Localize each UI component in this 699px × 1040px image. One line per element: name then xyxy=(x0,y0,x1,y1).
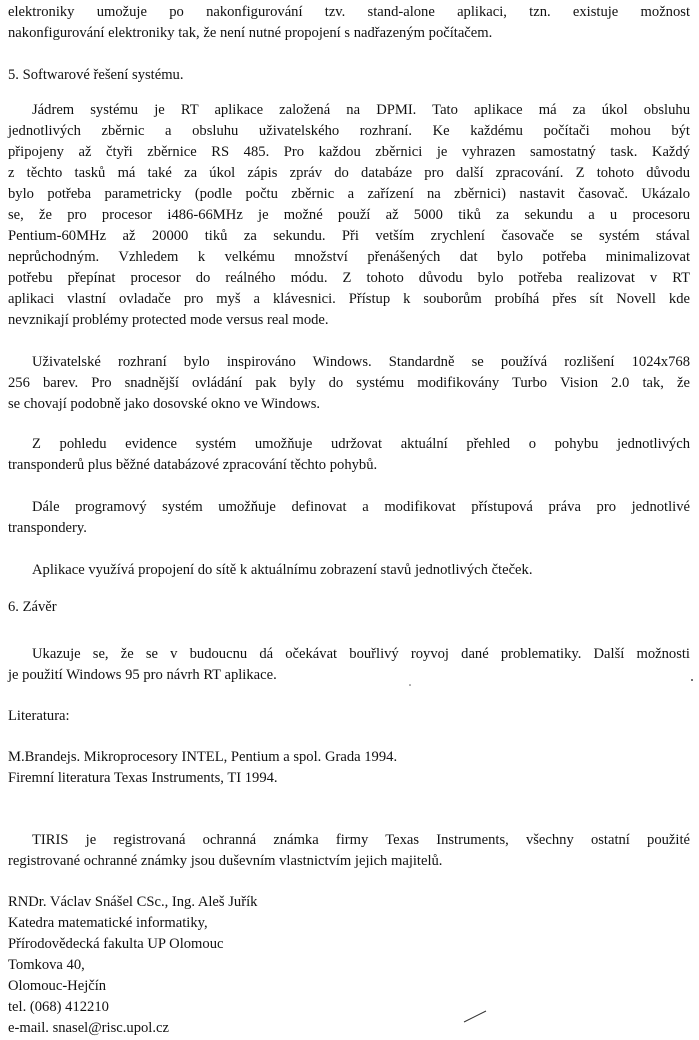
text-line: registrované ochranné známky jsou duševním vlastnictvím jejich majitelů. xyxy=(8,853,443,869)
text-line: Aplikace využívá propojení do sítě k aktuálnímu zobrazení stavů jednotlivých čteček. xyxy=(32,562,533,578)
section-5-paragraph-2 xyxy=(8,352,690,415)
literature-item: M.Brandejs. Mikroprocesory INTEL, Pentium a spol. Grada 1994. xyxy=(8,749,398,765)
literature-list xyxy=(8,747,690,789)
heading-text: 5. Softwarové řešení systému. xyxy=(8,67,184,83)
text-line: TIRIS je registrovaná ochranná známka firmy Texas Instruments, všechny ostatní použité xyxy=(32,832,690,848)
text-line: transponderů plus běžné databázové zpracování těchto pohybů. xyxy=(8,457,378,473)
trademark-note xyxy=(8,830,690,872)
author-address xyxy=(8,892,690,1039)
text-line: potřebu přepínat procesor do reálného módu. Z tohoto důvodu bylo potřeba realizovat v RT xyxy=(8,270,690,286)
text-line: Jádrem systému je RT aplikace založená na DPMI. Tato aplikace má za úkol obsluhu xyxy=(32,102,690,118)
text-line: jednotlivých zběrnic a obsluhu uživatelského rozhraní. Ke každému počítači mohou být xyxy=(8,123,690,139)
text-line: se, že pro procesor i486-66MHz je možné použí až 5000 tiků za sekundu a u procesoru xyxy=(8,207,690,223)
section-6-paragraph xyxy=(8,644,690,686)
literature-heading xyxy=(8,706,690,727)
text-line: nakonfigurování elektroniky tak, že není nutné propojení s nadřazeným počítačem. xyxy=(8,25,493,41)
address-line: Katedra matematické informatiky, xyxy=(8,915,208,931)
scan-speck xyxy=(690,678,694,682)
text-line: je použití Windows 95 pro návrh RT aplikace. xyxy=(8,667,277,683)
address-line: Olomouc-Hejčín xyxy=(8,978,107,994)
intro-paragraph xyxy=(8,2,690,44)
text-line: Uživatelské rozhraní bylo inspirováno Windows. Standardně se používá rozlišení 1024x768 xyxy=(32,354,690,370)
text-line: Ukazuje se, že se v budoucnu dá očekávat bouřlivý royvoj dané problematiky. Další možnosti xyxy=(32,646,690,662)
section-5-paragraph-1 xyxy=(8,100,690,331)
text-line: aplikaci vlastní ovladače pro myš a klávesnici. Přístup k souborům probíhá přes sít Novell kde xyxy=(8,291,690,307)
literature-item: Firemní literatura Texas Instruments, TI 1994. xyxy=(8,770,278,786)
heading-text: Literatura: xyxy=(8,708,70,724)
section-5-paragraph-4 xyxy=(8,497,690,539)
section-5-heading xyxy=(8,65,690,86)
scan-speck xyxy=(408,683,412,687)
address-line: Přírodovědecká fakulta UP Olomouc xyxy=(8,936,224,952)
heading-text: 6. Závěr xyxy=(8,599,57,615)
text-line: z těchto tasků má také za úkol zápis zpráv do databáze pro další zpracování. Z tohoto důvodu xyxy=(8,165,690,181)
text-line: nevznikají problémy protected mode versus real mode. xyxy=(8,312,329,328)
author-line: RNDr. Václav Snášel CSc., Ing. Aleš Juřík xyxy=(8,894,258,910)
text-line: neprůchodným. Vzhledem k velkému množství přenášených dat bylo potřeba minimalizovat xyxy=(8,249,690,265)
text-line: elektroniky umožuje po nakonfigurování tzv. stand-alone aplikaci, tzn. existuje možnost xyxy=(8,4,690,20)
address-line: Tomkova 40, xyxy=(8,957,85,973)
email-line: e-mail. snasel@risc.upol.cz xyxy=(8,1020,169,1036)
pen-stroke-mark xyxy=(462,1008,488,1024)
text-line: transpondery. xyxy=(8,520,87,536)
section-5-paragraph-3 xyxy=(8,434,690,476)
text-line: Pentium-60MHz až 20000 tiků za sekundu. Při vetším zrychlení časovače se systém stával xyxy=(8,228,690,244)
section-5-paragraph-5 xyxy=(8,560,690,581)
text-line: 256 barev. Pro snadnější ovládání pak byly do systému modifikovány Turbo Vision 2.0 tak, že xyxy=(8,375,690,391)
phone-line: tel. (068) 412210 xyxy=(8,999,109,1015)
text-line: Z pohledu evidence systém umožňuje udržovat aktuální přehled o pohybu jednotlivých xyxy=(32,436,690,452)
text-line: bylo potřeba parametricky (podle počtu zběrnic a zařízení na zběrnici) nastavit časovač. Ukázalo xyxy=(8,186,690,202)
text-line: se chovají podobně jako dosovské okno ve Windows. xyxy=(8,396,321,412)
text-line: připojeny až čtyři zběrnice RS 485. Pro každou zběrnici je vyhrazen samostatný task. Každý xyxy=(8,144,690,160)
text-line: Dále programový systém umožňuje definovat a modifikovat přístupová práva pro jednotlivé xyxy=(32,499,690,515)
section-6-heading xyxy=(8,597,690,618)
